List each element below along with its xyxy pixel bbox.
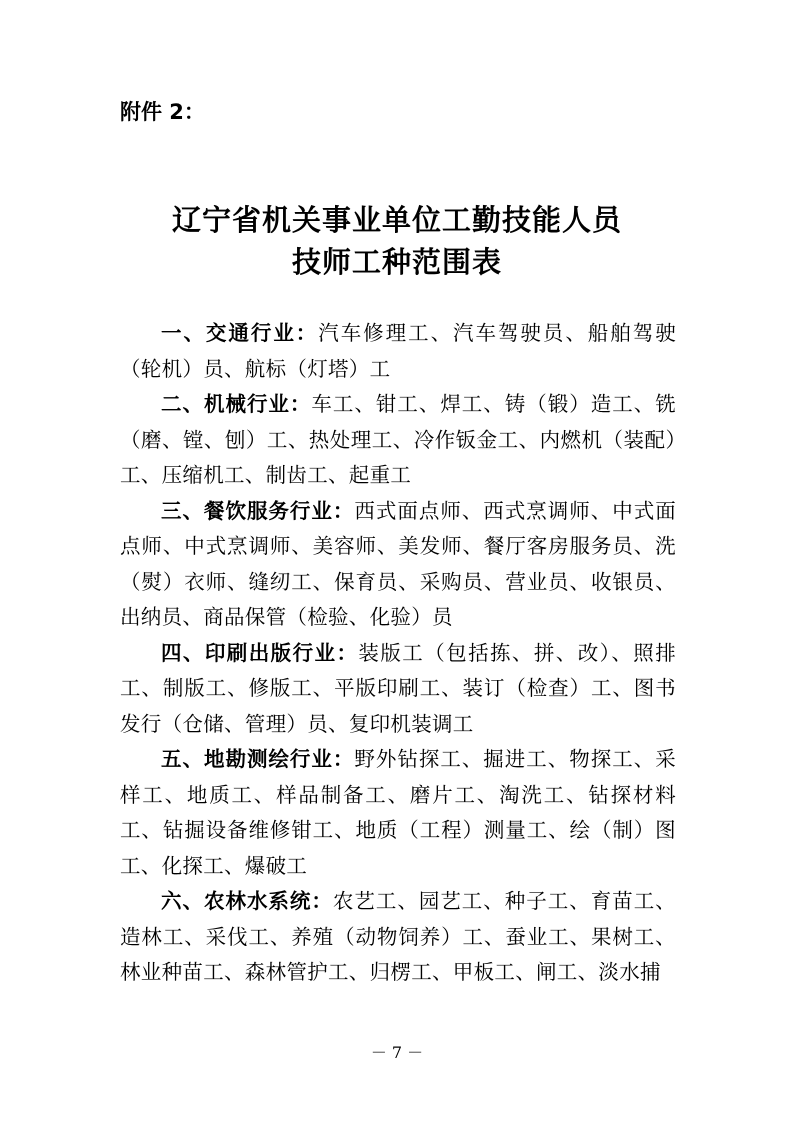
section-heading: 二、机械行业： <box>161 392 312 416</box>
section-heading: 五、地勘测绘行业： <box>161 747 355 771</box>
section-heading: 一、交通行业： <box>161 321 319 345</box>
section-content: 车工、钳工、焊工、铸（锻）造工、铣（磨、镗、刨）工、热处理工、冷作钣金工、内燃机（装配）工、压缩机工、制齿工、起重工 <box>120 392 676 487</box>
section-content: 西式面点师、西式烹调师、中式面点师、中式烹调师、美容师、美发师、餐厅客房服务员、洗（熨）衣师、缝纫工、保育员、采购员、营业员、收银员、出纳员、商品保管（检验、化验）员 <box>120 498 677 629</box>
section-content: 野外钻探工、掘进工、物探工、采样工、地质工、样品制备工、磨片工、淘洗工、钻探材料工、钻掘设备维修钳工、地质（工程）测量工、绘（制）图工、化探工、爆破工 <box>120 747 677 878</box>
document-body <box>120 316 676 991</box>
section-content: 汽车修理工、汽车驾驶员、船舶驾驶（轮机）员、航标（灯塔）工 <box>120 321 676 381</box>
section-printing-publishing <box>120 636 676 743</box>
document-title-line-2: 技师工种范围表 <box>291 245 502 279</box>
section-heading: 四、印刷出版行业： <box>161 640 359 665</box>
section-agriculture-forestry-water <box>120 884 676 991</box>
document-title-line-1: 辽宁省机关事业单位工勤技能人员 <box>171 203 622 237</box>
page-number: － 7 － <box>370 1043 424 1062</box>
attachment-label: 附件 2： <box>120 100 205 124</box>
section-catering-service <box>120 494 676 636</box>
section-transport <box>120 316 676 387</box>
section-machinery <box>120 387 676 494</box>
section-geology-surveying <box>120 742 676 884</box>
section-heading: 三、餐饮服务行业： <box>161 498 355 523</box>
section-heading: 六、农林水系统： <box>161 889 333 913</box>
section-content: 农艺工、园艺工、种子工、育苗工、造林工、采伐工、养殖（动物饲养）工、蚕业工、果树工、林业种苗工、森林管护工、归楞工、甲板工、闸工、淡水捕 <box>120 889 676 984</box>
section-content: 装版工（包括拣、拼、改）、照排工、制版工、修版工、平版印刷工、装订（检查）工、图书发行（仓储、管理）员、复印机装调工 <box>120 640 677 736</box>
